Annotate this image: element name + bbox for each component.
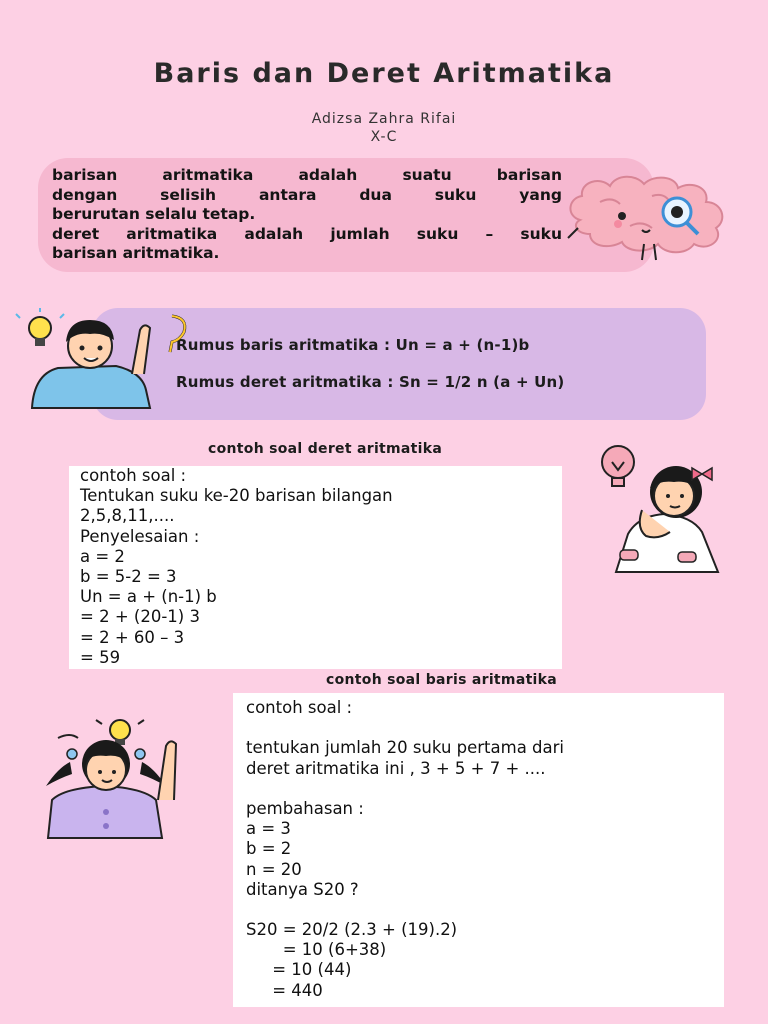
example2-line: S20 = 20/2 (2.3 + (19).2) <box>246 920 458 940</box>
brain-magnifier-icon <box>560 172 750 264</box>
example1-line: a = 2 <box>80 546 125 566</box>
example1-line: Un = a + (n-1) b <box>80 587 217 607</box>
author-class: X-C <box>370 129 398 145</box>
example2-line <box>246 718 724 738</box>
example2-line <box>246 779 724 799</box>
lightbulb-icon <box>16 308 64 346</box>
example2-line: = 10 (44) <box>246 960 352 980</box>
example2-heading: contoh soal baris aritmatika <box>326 672 558 688</box>
example2-line: pembahasan : <box>246 798 364 818</box>
formula-baris: Rumus baris aritmatika : Un = a + (n-1)b <box>176 336 530 354</box>
example1-line: 2,5,8,11,.... <box>80 506 175 526</box>
thinking-girl-icon <box>588 440 748 576</box>
example1-line: Tentukan suku ke-20 barisan bilangan <box>80 486 393 506</box>
example2-card <box>233 693 724 1007</box>
definition-line: barisan aritmatika. <box>52 244 220 262</box>
thinking-boy-icon <box>12 308 192 412</box>
example2-line: n = 20 <box>246 859 302 879</box>
example2-line: = 440 <box>246 980 323 1000</box>
example1-card <box>69 466 562 669</box>
example2-line: = 10 (6+38) <box>246 940 387 960</box>
definition-text <box>52 166 562 264</box>
example1-line: = 59 <box>80 647 121 667</box>
page-title: Baris dan Deret Aritmatika <box>153 58 615 89</box>
definition-line: barisan aritmatika adalah suatu barisan <box>52 166 562 184</box>
example2-line: a = 3 <box>246 819 291 839</box>
formula-deret: Rumus deret aritmatika : Sn = 1/2 n (a + Un) <box>176 373 565 391</box>
example1-line: = 2 + (20-1) 3 <box>80 607 200 627</box>
example1-line: b = 5-2 = 3 <box>80 566 177 586</box>
definition-line: deret aritmatika adalah jumlah suku – suku <box>52 224 562 243</box>
example2-line <box>246 900 724 920</box>
author-name: Adizsa Zahra Rifai <box>311 111 457 127</box>
example2-line: ditanya S20 ? <box>246 879 359 899</box>
author-block <box>0 110 768 146</box>
example1-line: = 2 + 60 – 3 <box>80 627 185 647</box>
lightbulb-icon <box>602 446 634 486</box>
example1-line: contoh soal : <box>80 466 187 485</box>
definition-line: dengan selisih antara dua suku yang <box>52 185 562 204</box>
idea-girl-icon <box>30 716 198 842</box>
example2-line: b = 2 <box>246 839 292 859</box>
example1-line: Penyelesaian : <box>80 526 200 546</box>
definition-line: berurutan selalu tetap. <box>52 205 256 223</box>
example2-line: contoh soal : <box>246 698 353 717</box>
example1-heading: contoh soal deret aritmatika <box>208 441 443 457</box>
example2-line: tentukan jumlah 20 suku pertama dari <box>246 738 565 758</box>
example2-line: deret aritmatika ini , 3 + 5 + 7 + .... <box>246 758 546 778</box>
